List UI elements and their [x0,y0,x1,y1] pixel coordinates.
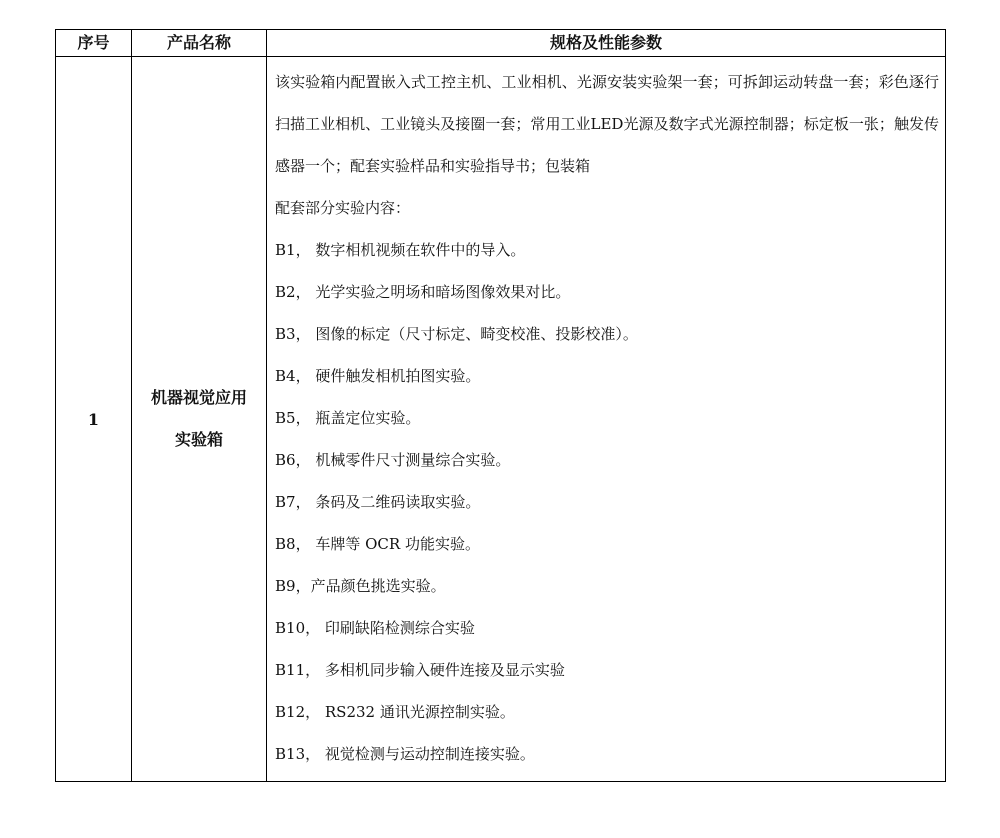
table-body [56,57,946,782]
experiment-item: B2， 光学实验之明场和暗场图像效果对比。 [275,283,571,301]
experiment-item: B6， 机械零件尺寸测量综合实验。 [275,451,511,469]
experiment-list [275,229,939,775]
row-spec [267,57,946,782]
experiment-item: B5， 瓶盖定位实验。 [275,409,421,427]
table-header [56,30,946,57]
experiment-item: B7， 条码及二维码读取实验。 [275,493,481,511]
header-row [56,30,946,57]
spec-table [55,29,946,782]
experiment-item: B8， 车牌等 OCR 功能实验。 [275,535,480,553]
experiment-item: B9，产品颜色挑选实验。 [275,577,446,595]
experiment-item: B11， 多相机同步输入硬件连接及显示实验 [275,661,565,679]
experiment-item: B10， 印刷缺陷检测综合实验 [275,619,475,637]
experiment-item: B4， 硬件触发相机拍图实验。 [275,367,481,385]
spec-intro: 该实验箱内配置嵌入式工控主机、工业相机、光源安装实验架一套；可拆卸运动转盘一套；彩色逐行扫描工业相机、工业镜头及接圈一套；常用工业LED光源及数字式光源控制器；标定板一张；触发传感器一个；配套实验样品和实验指导书；包装箱 [275,73,939,175]
product-name-line-2: 实验箱 [174,430,223,449]
table-row [56,57,946,782]
row-index: 1 [56,57,132,782]
experiment-item: B12， RS232 通讯光源控制实验。 [275,703,515,721]
header-index: 序号 [56,30,132,57]
row-product-name [132,57,267,782]
experiment-item: B1， 数字相机视频在软件中的导入。 [275,241,526,259]
header-product-name: 产品名称 [132,30,267,57]
experiments-label: 配套部分实验内容： [275,199,411,217]
product-name-line-1: 机器视觉应用 [150,388,247,407]
experiment-item: B3， 图像的标定（尺寸标定、畸变校准、投影校准）。 [275,325,638,343]
header-spec: 规格及性能参数 [267,30,946,57]
experiment-item: B13， 视觉检测与运动控制连接实验。 [275,745,535,763]
